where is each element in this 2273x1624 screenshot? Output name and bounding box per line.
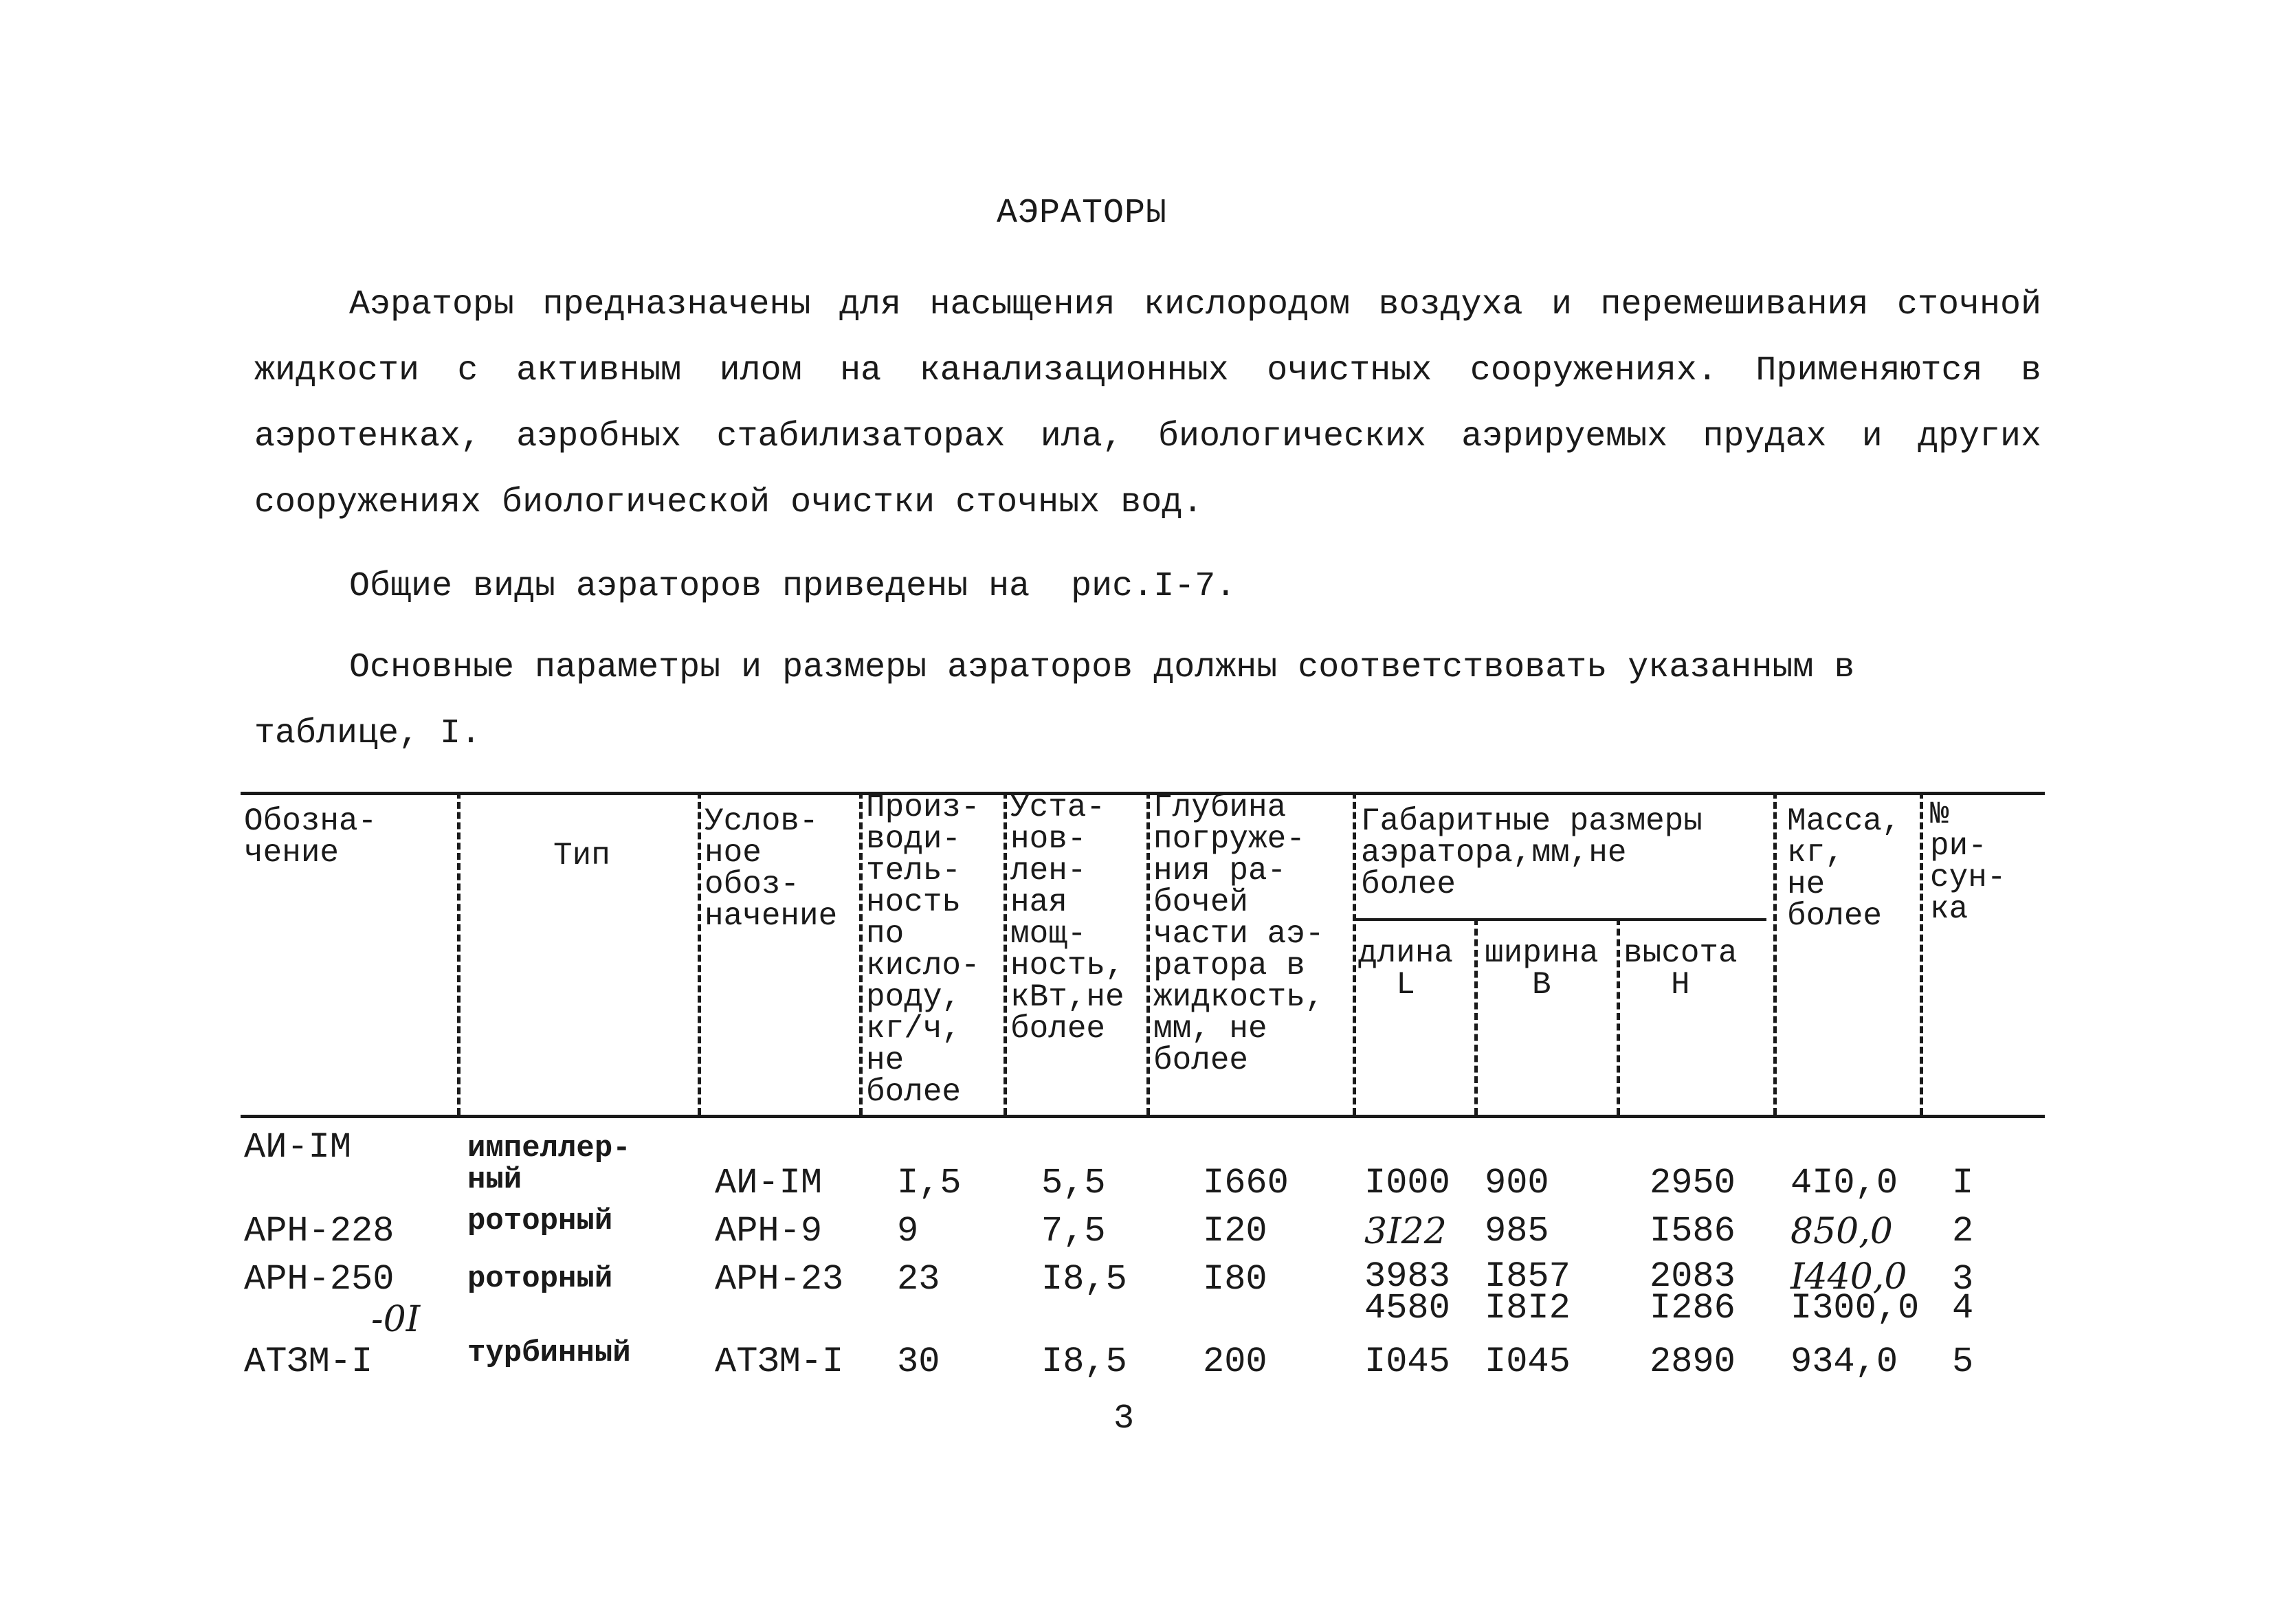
table-cell-type: турбинный (467, 1336, 631, 1370)
header-productivity: Произ- води- тель- ность по кисло- роду, кг/ч, не более (866, 790, 980, 1110)
table-cell-length: 3I22 (1364, 1211, 1447, 1252)
table-cell-productivity: 23 (897, 1259, 940, 1300)
table-cell-length: 4580 (1364, 1288, 1450, 1328)
column-divider (859, 792, 863, 1115)
table-cell-width: 900 (1485, 1163, 1549, 1203)
header-designation: Обозна- чение (244, 803, 377, 871)
table-cell-depth: I80 (1203, 1259, 1267, 1300)
header-type: Тип (553, 838, 610, 874)
table-cell-width: I8I2 (1485, 1288, 1571, 1328)
table-cell-figure: 3 (1952, 1259, 1974, 1300)
column-divider (698, 792, 701, 1115)
table-cell-depth: I660 (1203, 1163, 1289, 1203)
table-cell-height: I286 (1650, 1288, 1736, 1328)
header-power: Уста- нов- лен- ная мощ- ность, кВт,не более (1010, 790, 1124, 1047)
header-figure: № ри- сун- ка (1930, 797, 2006, 927)
table-cell-width: I045 (1485, 1342, 1571, 1382)
header-width: ширина B (1485, 935, 1599, 1003)
table-cell-conditional: АРН-23 (715, 1259, 844, 1300)
intro-paragraph: Аэраторы предназначены для насыщения кислородом воздуха и перемешивания сточной жидкости с активным илом на канализационных очистных сооружениях. Применяются в аэротенках, аэробных стабилизаторах ила, биологических аэрируемых прудах и других сооружениях биологической очистки сточных вод. (254, 285, 2041, 522)
table-cell-designation: АИ-IМ (244, 1127, 352, 1168)
table-header-bottom-rule (241, 1115, 2045, 1118)
table-cell-productivity: I,5 (897, 1163, 962, 1203)
table-cell-length: 3983 (1364, 1256, 1450, 1297)
table-cell-conditional: АТЗМ-I (715, 1342, 844, 1382)
table-cell-conditional: АРН-9 (715, 1211, 823, 1252)
table-cell-type: роторный (467, 1262, 613, 1296)
table-cell-productivity: 9 (897, 1211, 919, 1252)
table-cell-designation: АРН-228 (244, 1211, 395, 1252)
table-cell-power: I8,5 (1041, 1342, 1127, 1382)
table-cell-figure: 4 (1952, 1288, 1974, 1328)
column-divider (1146, 792, 1150, 1115)
dimensions-subheader-rule (1353, 918, 1766, 921)
table-cell-height: 2083 (1650, 1256, 1736, 1297)
table-cell-height: I586 (1650, 1211, 1736, 1252)
table-cell-height: 2950 (1650, 1163, 1736, 1203)
table-reference-paragraph: Основные параметры и размеры аэраторов должны соответствовать указанным в таблице, I. (254, 648, 1855, 753)
table-cell-productivity: 30 (897, 1342, 940, 1382)
table-cell-type: роторный (467, 1204, 613, 1238)
table-cell-power: 5,5 (1041, 1163, 1106, 1203)
table-cell-depth: 200 (1203, 1342, 1267, 1382)
column-divider (457, 792, 461, 1115)
page-title: АЭРАТОРЫ (997, 194, 1168, 233)
column-divider (1353, 792, 1356, 1115)
table-cell-mass: I300,0 (1790, 1288, 1920, 1328)
table-cell-designation: АРН-250 (244, 1259, 395, 1300)
table-cell-figure: I (1952, 1163, 1974, 1203)
table-cell-length: I000 (1364, 1163, 1450, 1203)
table-cell-mass: 4I0,0 (1790, 1163, 1898, 1203)
header-dimensions: Габаритные размеры аэратора,мм,не более (1361, 803, 1703, 902)
table-cell-depth: I20 (1203, 1211, 1267, 1252)
header-mass: Масса, кг, не более (1787, 803, 1901, 934)
header-height: высота H (1623, 935, 1738, 1003)
table-cell-figure: 5 (1952, 1342, 1974, 1382)
header-conditional-designation: Услов- ное обоз- начение (705, 803, 838, 934)
column-divider (1004, 792, 1007, 1115)
table-cell-designation-variant: -0I (371, 1299, 421, 1340)
table-cell-mass: 850,0 (1790, 1211, 1893, 1252)
table-cell-power: 7,5 (1041, 1211, 1106, 1252)
table-cell-figure: 2 (1952, 1211, 1974, 1252)
column-divider (1474, 918, 1478, 1115)
table-cell-conditional: АИ-IМ (715, 1163, 823, 1203)
header-length: длина L (1358, 935, 1454, 1003)
header-depth: Глубина погруже- ния ра- бочей части аэ- ратора в жидкость, мм, не более (1153, 790, 1324, 1078)
page-number: 3 (1113, 1399, 1135, 1438)
table-cell-mass: I440,0 (1790, 1256, 1907, 1298)
table-cell-width: 985 (1485, 1211, 1549, 1252)
table-cell-power: I8,5 (1041, 1259, 1127, 1300)
table-cell-length: I045 (1364, 1342, 1450, 1382)
table-cell-designation: АТЗМ-I (244, 1342, 373, 1382)
table-cell-width: I857 (1485, 1256, 1571, 1297)
figures-reference-paragraph: Общие виды аэраторов приведены на рис.I-7. (349, 567, 1237, 606)
table-cell-height: 2890 (1650, 1342, 1736, 1382)
column-divider (1617, 918, 1620, 1115)
table-cell-mass: 934,0 (1790, 1342, 1898, 1382)
column-divider (1773, 792, 1777, 1115)
table-cell-type: импеллер- ный (467, 1131, 631, 1197)
column-divider (1920, 792, 1923, 1115)
